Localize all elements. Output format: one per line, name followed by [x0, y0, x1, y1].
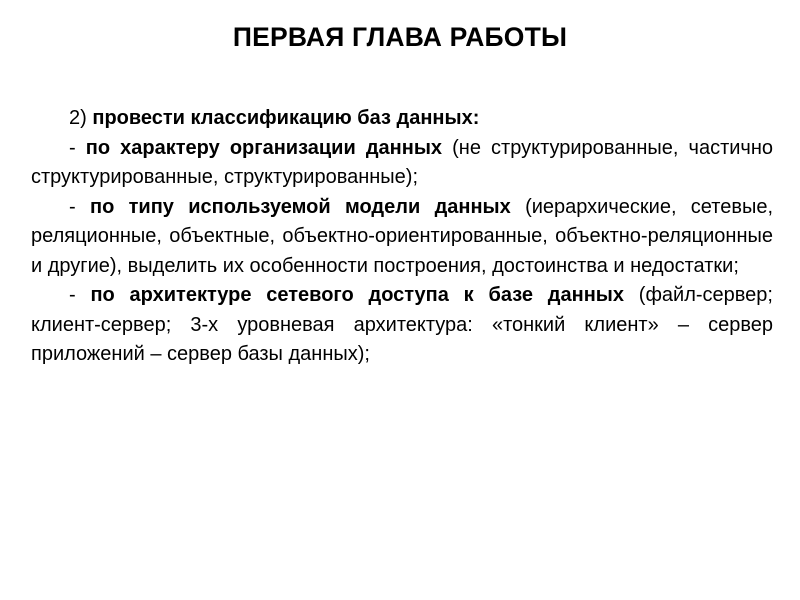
- slide-title: ПЕРВАЯ ГЛАВА РАБОТЫ: [232, 22, 568, 52]
- list-item-dash: -: [69, 195, 76, 218]
- list-item: [31, 134, 773, 193]
- list-item: [31, 281, 773, 370]
- list-item-bold: по характеру организации данных: [85, 136, 443, 159]
- list-item-dash: -: [69, 136, 76, 159]
- list-item-bold: по архитектуре сетевого доступа к базе данных: [90, 284, 624, 306]
- list-item-text: (файл-сервер; клиент-сервер; 3-х уровневая архитектура: «тонкий клиент» – сервер приложений – сервер базы данных);: [31, 284, 773, 365]
- task-heading: [31, 104, 773, 134]
- list-item-dash: -: [69, 284, 76, 306]
- task-number: 2): [69, 107, 87, 129]
- slide-body: [31, 104, 773, 370]
- task-heading-text: провести классификацию баз данных:: [92, 107, 480, 129]
- list-item: [31, 193, 773, 282]
- list-item-bold: по типу используемой модели данных: [90, 195, 511, 218]
- list-item-text: (не структурированные, частично структурированные, структурированные);: [31, 136, 774, 188]
- list-item-text: (иерархические, сетевые, реляционные, объектные, объектно-ориентированные, объектно-реляционные и другие), выделить их особенности построения, достоинства и недостатки;: [31, 195, 774, 277]
